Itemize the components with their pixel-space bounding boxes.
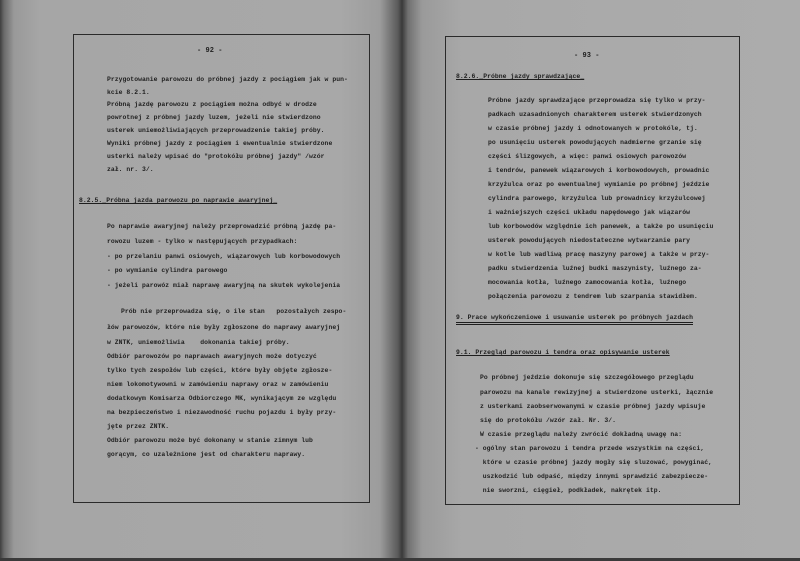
- list-item-continuation: uszkodzić lub odpaść, między innymi sprawdzić zabezpiecze-: [475, 473, 709, 480]
- text-line: gorącym, co uzależnione jest od charakteru naprawy.: [107, 451, 306, 458]
- text-line: połączenia parowozu z tendrem lub szarpania stawidłem.: [488, 293, 698, 300]
- list-item: - po wymianie cylindra parowego: [107, 267, 228, 274]
- text-line: Odbiór parowozu może być dokonany w stanie zimnym lub: [107, 437, 313, 444]
- text-line: Po próbnej jeździe dokonuje się szczegółowego przeglądu: [480, 374, 694, 381]
- text-line: usterki należy wpisać do "protokółu próbnej jazdy" /wzór: [107, 153, 325, 160]
- page-number-right: - 93 -: [574, 52, 600, 60]
- text-line: Próbne jazdy sprawdzające przeprowadza się tylko w przy-: [488, 97, 706, 104]
- text-line: parowozu na kanale rewizyjnej a stwierdzone usterki, łącznie: [480, 389, 714, 396]
- section-heading-8-2-6: 8.2.6._Próbne jazdy sprawdzające_: [456, 73, 585, 80]
- text-line: się do protokółu /wzór zał. Nr. 3/.: [480, 417, 616, 424]
- text-line: łów parowozów, które nie były zgłoszone do naprawy awaryjnej: [107, 324, 341, 331]
- text-line: powrotnej z próbnej jazdy luzem, jeżeli nie stwierdzono: [107, 114, 321, 121]
- text-line: usterek powodujących niedostateczne wytwarzanie pary: [488, 237, 691, 244]
- text-line: cylindra parowego, krzyżulca lub prowadnicy krzyżulcowej: [488, 195, 706, 202]
- text-line: usterek uniemożliwiających przeprowadzenie takiej próby.: [107, 127, 325, 134]
- text-line: po usunięciu usterek powodujących nadmierne grzanie się: [488, 139, 702, 146]
- section-heading-8-2-5: 8.2.5._Próbna jazda parowozu po naprawie awaryjnej_: [79, 197, 278, 204]
- text-line: na bezpieczeństwo i niezawodność ruchu pojazdu i były przy-: [107, 409, 337, 416]
- text-line: rowozu luzem - tylko w następujących przypadkach:: [107, 238, 298, 245]
- text-line: w czasie próbnej jazdy i odnotowanych w protokóle, tj.: [488, 125, 698, 132]
- text-line: w kotle lub wadliwą pracę maszyny parowej a także w przy-: [488, 251, 710, 258]
- text-line: tylko tych zespołów lub części, które były objęte zgłosze-: [107, 367, 333, 374]
- text-line: jęte przez ZNTK.: [107, 423, 170, 430]
- list-item-continuation: które w czasie próbnej jazdy mogły się sluzować, powyginać,: [475, 459, 712, 466]
- text-line: mocowania kotła, luźnego zamocowania kotła, luźnego: [488, 279, 687, 286]
- list-item: - po przelaniu panwi osiowych, wiązarowych lub korbowodowych: [107, 253, 341, 260]
- text-line: Prób nie przeprowadza się, o ile stan pozostałych zespo-: [121, 308, 347, 315]
- text-line: zał. nr. 3/.: [107, 166, 154, 173]
- list-item: - jeżeli parowóz miał naprawę awaryjną na skutek wykolejenia: [107, 282, 341, 289]
- text-line: lub korbowodów względnie ich panewek, a także po usunięciu: [488, 223, 714, 230]
- text-line: Próbną jazdę parowozu z pociągiem można odbyć w drodze: [107, 101, 317, 108]
- text-line: padku stwierdzenia luźnej budki maszynisty, luźnego za-: [488, 265, 702, 272]
- list-item-continuation: nie sworzni, cięgieł, podkładek, nakrętek itp.: [475, 487, 662, 494]
- chapter-heading-9: 9. Prace wykończeniowe i usuwanie usterek po próbnych jazdach: [456, 314, 693, 325]
- text-line: dodatkowym Komisarza Odbiorczego MK, wynikającym ze względu: [107, 395, 337, 402]
- list-item: - ogólny stan parowozu i tendra przede wszystkim na części,: [475, 445, 705, 452]
- section-heading-9-1: 9.1. Przegląd parowozu i tendra oraz opisywanie usterek: [456, 349, 670, 356]
- text-line: Przygotowanie parowozu do próbnej jazdy z pociągiem jak w pun-: [107, 76, 348, 83]
- text-line: padkach uzasadnionych charakterem usterek stwierdzonych: [488, 111, 702, 118]
- text-line: kcie 8.2.1.: [107, 89, 150, 96]
- text-line: z usterkami zaobserwowanymi w czasie próbnej jazdy wpisuje: [480, 403, 706, 410]
- text-line: Wyniki próbnej jazdy z pociągiem i ewentualnie stwierdzone: [107, 140, 333, 147]
- text-line: krzyżulca oraz po ewentualnej wymianie po próbnej jeździe: [488, 181, 710, 188]
- text-line: w ZNTK, uniemożliwia dokonania takiej próby.: [107, 339, 290, 346]
- text-line: i tendrów, panewek wiązarowych i korbowodowych, prowadnic: [488, 167, 710, 174]
- text-line: Po naprawie awaryjnej należy przeprowadzić próbną jazdę pa-: [107, 223, 337, 230]
- page-number-left: - 92 -: [197, 47, 223, 55]
- text-line: Odbiór parowozów po naprawach awaryjnych może dotyczyć: [107, 353, 317, 360]
- text-line: niem lokomotywowni w zamówieniu naprawy oraz w zamówieniu: [107, 381, 329, 388]
- text-line: W czasie przeglądu należy zwrócić dokładną uwagę na:: [480, 431, 683, 438]
- text-line: części ślizgowych, a więc: panwi osiowych parowozów: [488, 153, 687, 160]
- text-line: i ważniejszych części układu napędowego jak wiązarów: [488, 209, 691, 216]
